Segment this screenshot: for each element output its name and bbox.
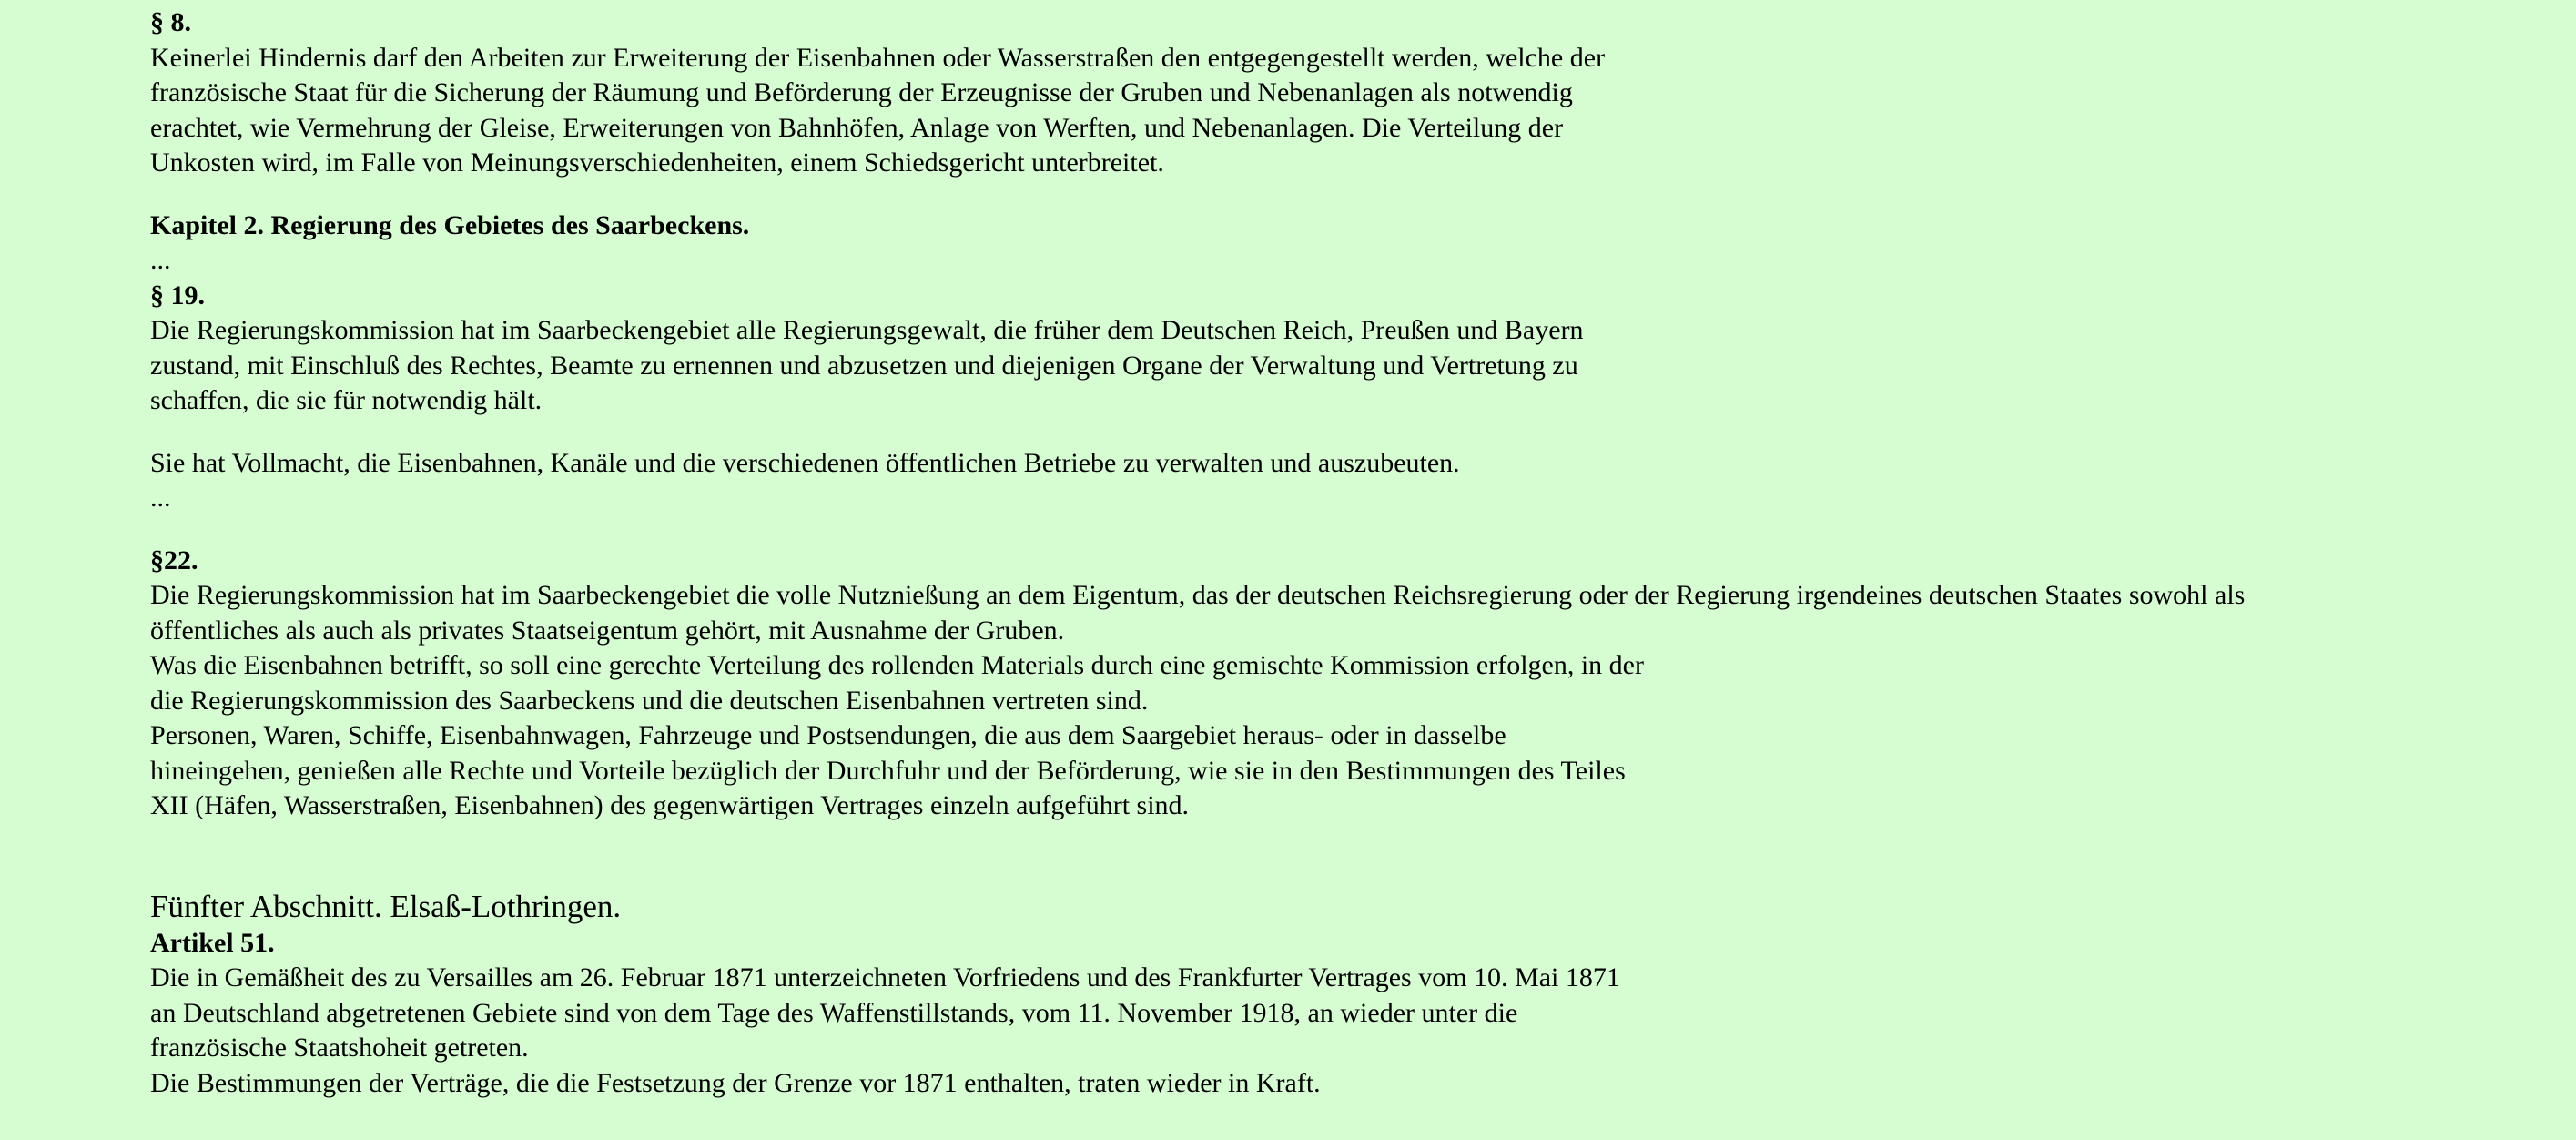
spacer <box>150 419 2553 446</box>
spacer <box>150 181 2553 209</box>
document-page <box>150 5 2553 1101</box>
text-line: Was die Eisenbahnen betrifft, so soll eine gerechte Verteilung des rollenden Materials durch eine gemischte Kommission erfolgen, in der <box>150 650 1644 680</box>
text-line: öffentliches als auch als privates Staatseigentum gehört, mit Ausnahme der Gruben. <box>150 615 1065 646</box>
text-line: Die in Gemäßheit des zu Versailles am 26. Februar 1871 unterzeichneten Vorfriedens und des Frankfurter Vertrages vom 10. Mai 1871 <box>150 962 1620 992</box>
text-line: schaffen, die sie für notwendig hält. <box>150 385 543 415</box>
spacer <box>150 516 2553 544</box>
text-line: französische Staat für die Sicherung der Räumung und Beförderung der Erzeugnisse der Gruben und Nebenanlagen als notwendig <box>150 77 1573 107</box>
par-22-body <box>150 578 2553 824</box>
ellipsis: ... <box>150 483 171 513</box>
text-line: Die Bestimmungen der Verträge, die die Festsetzung der Grenze vor 1871 enthalten, traten wieder in Kraft. <box>150 1067 1321 1098</box>
ellipsis: ... <box>150 245 171 275</box>
text-line: erachtet, wie Vermehrung der Gleise, Erweiterungen von Bahnhöfen, Anlage von Werften, und Nebenanlagen. Die Verteilung der <box>150 112 1564 143</box>
text-line: die Regierungskommission des Saarbeckens und die deutschen Eisenbahnen vertreten sind. <box>150 685 1149 716</box>
par-22-heading: §22. <box>150 545 198 575</box>
text-line: Die Regierungskommission hat im Saarbeckengebiet alle Regierungsgewalt, die früher dem Deutschen Reich, Preußen und Bayern <box>150 315 1584 345</box>
par-19-heading: § 19. <box>150 280 205 310</box>
text-line: hineingehen, genießen alle Rechte und Vorteile bezüglich der Durchfuhr und der Beförderung, wie sie in den Bestimmungen des Teiles <box>150 755 1626 786</box>
abschnitt-5-title: Fünfter Abschnitt. Elsaß-Lothringen. <box>150 888 622 924</box>
text-line: französische Staatshoheit getreten. <box>150 1033 529 1063</box>
par-19-second-paragraph: Sie hat Vollmacht, die Eisenbahnen, Kanäle und die verschiedenen öffentlichen Betriebe zu verwalten und auszubeuten. <box>150 447 1460 478</box>
par-8-body <box>150 41 2553 181</box>
text-line: Die Regierungskommission hat im Saarbeckengebiet die volle Nutznießung an dem Eigentum, das der deutschen Reichsregierung oder der Regierung irgendeines deutschen Staates sowohl als <box>150 580 2246 610</box>
section-par-19 <box>150 279 2553 516</box>
text-line: Personen, Waren, Schiffe, Eisenbahnwagen, Fahrzeuge und Postsendungen, die aus dem Saargebiet heraus- oder in dasselbe <box>150 720 1506 750</box>
text-line: an Deutschland abgetretenen Gebiete sind von dem Tage des Waffenstillstands, vom 11. November 1918, an wieder unter die <box>150 997 1518 1028</box>
spacer <box>150 824 2553 888</box>
par-8-heading: § 8. <box>150 7 191 37</box>
text-line: zustand, mit Einschluß des Rechtes, Beamte zu ernennen und abzusetzen und diejenigen Organe der Verwaltung und Vertretung zu <box>150 350 1578 381</box>
artikel-51-heading: Artikel 51. <box>150 927 275 958</box>
text-line: Unkosten wird, im Falle von Meinungsverschiedenheiten, einem Schiedsgericht unterbreitet. <box>150 148 1164 178</box>
artikel-51-body <box>150 961 2553 1101</box>
section-abschnitt-5 <box>150 888 2553 1102</box>
text-line: XII (Häfen, Wasserstraßen, Eisenbahnen) des gegenwärtigen Vertrages einzeln aufgeführt sind. <box>150 790 1190 820</box>
section-kapitel-2 <box>150 209 2553 279</box>
text-line: Keinerlei Hindernis darf den Arbeiten zur Erweiterung der Eisenbahnen oder Wasserstraßen den entgegengestellt werden, welche der <box>150 42 1606 73</box>
kapitel-2-heading: Kapitel 2. Regierung des Gebietes des Saarbeckens. <box>150 209 750 240</box>
section-par-8 <box>150 5 2553 181</box>
section-par-22 <box>150 544 2553 824</box>
par-19-body <box>150 313 2553 419</box>
